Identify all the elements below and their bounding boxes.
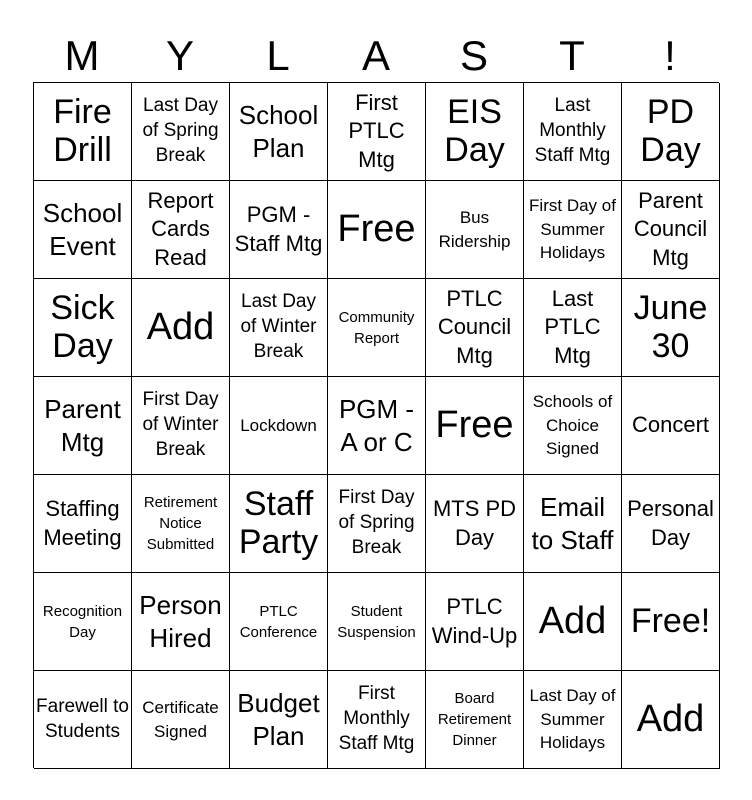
cell-label: Free xyxy=(435,403,514,446)
cell-label: PTLC Council Mtg xyxy=(437,285,512,368)
cell-label: Last Day of Summer Holidays xyxy=(529,685,616,753)
bingo-cell[interactable] xyxy=(426,573,524,671)
bingo-cell[interactable] xyxy=(34,279,132,377)
cell-label: Add xyxy=(146,305,215,348)
cell-label: Sick Day xyxy=(50,289,115,365)
bingo-cell[interactable] xyxy=(426,83,524,181)
bingo-cell[interactable] xyxy=(34,573,132,671)
add-cell[interactable] xyxy=(132,279,230,377)
bingo-cell[interactable] xyxy=(132,181,230,279)
cell-label: Personal Day xyxy=(627,495,714,550)
cell-label: Retirement Notice Submitted xyxy=(143,494,218,553)
cell-label: June 30 xyxy=(633,289,708,365)
cell-label: First Monthly Staff Mtg xyxy=(338,683,415,754)
cell-label: Staffing Meeting xyxy=(43,495,122,550)
cell-label: Board Retirement Dinner xyxy=(437,690,512,749)
bingo-cell[interactable] xyxy=(328,475,426,573)
free-space-cell[interactable] xyxy=(622,573,720,671)
cell-label: Free xyxy=(337,207,416,250)
bingo-cell[interactable] xyxy=(230,377,328,475)
bingo-cell[interactable] xyxy=(34,475,132,573)
cell-label: EIS Day xyxy=(444,93,505,169)
bingo-cell[interactable] xyxy=(622,279,720,377)
bingo-cell[interactable] xyxy=(426,181,524,279)
header-letter-a: A xyxy=(361,32,390,79)
bingo-cell[interactable] xyxy=(524,83,622,181)
bingo-cell[interactable] xyxy=(132,573,230,671)
bingo-cell[interactable] xyxy=(622,83,720,181)
bingo-cell[interactable] xyxy=(426,671,524,769)
header-letter-m: M xyxy=(64,32,100,79)
cell-label: Last PTLC Mtg xyxy=(544,285,601,368)
cell-label: Last Day of Winter Break xyxy=(240,291,317,362)
bingo-cell[interactable] xyxy=(622,181,720,279)
cell-label: PTLC Wind-Up xyxy=(431,593,518,648)
header-letter-l: L xyxy=(266,32,290,79)
bingo-cell[interactable] xyxy=(230,671,328,769)
header-letter-s: S xyxy=(459,32,488,79)
bingo-cell[interactable] xyxy=(230,181,328,279)
cell-label: Concert xyxy=(631,412,710,438)
cell-label: Recognition Day xyxy=(42,602,123,641)
cell-label: Report Cards Read xyxy=(147,187,214,270)
bingo-cell[interactable] xyxy=(230,573,328,671)
cell-label: Staff Party xyxy=(238,485,319,561)
bingo-cell[interactable] xyxy=(132,83,230,181)
cell-label: Email to Staff xyxy=(531,492,614,555)
add-cell[interactable] xyxy=(622,671,720,769)
bingo-header xyxy=(33,30,719,82)
bingo-cell[interactable] xyxy=(426,279,524,377)
cell-label: Certificate Signed xyxy=(142,697,219,741)
cell-label: Parent Council Mtg xyxy=(633,187,708,270)
bingo-cell[interactable] xyxy=(34,83,132,181)
bingo-cell[interactable] xyxy=(132,671,230,769)
bingo-cell[interactable] xyxy=(524,475,622,573)
bingo-cell[interactable] xyxy=(622,475,720,573)
cell-label: Schools of Choice Signed xyxy=(532,391,613,459)
bingo-cell[interactable] xyxy=(622,377,720,475)
cell-label: First PTLC Mtg xyxy=(348,89,405,172)
cell-label: Add xyxy=(538,599,607,642)
cell-label: Parent Mtg xyxy=(44,394,121,457)
header-letter-y: Y xyxy=(165,32,194,79)
cell-label: Last Day of Spring Break xyxy=(142,95,219,166)
bingo-cell[interactable] xyxy=(328,671,426,769)
cell-label: Free! xyxy=(630,601,711,640)
free-space-cell[interactable] xyxy=(426,377,524,475)
add-cell[interactable] xyxy=(524,573,622,671)
bingo-cell[interactable] xyxy=(230,279,328,377)
bingo-cell[interactable] xyxy=(34,377,132,475)
bingo-cell[interactable] xyxy=(524,279,622,377)
header-letter-t: T xyxy=(559,32,585,79)
header-letter-exclamation: ! xyxy=(664,32,676,79)
cell-label: MTS PD Day xyxy=(432,495,517,550)
bingo-cell[interactable] xyxy=(34,181,132,279)
bingo-cell[interactable] xyxy=(132,475,230,573)
bingo-cell[interactable] xyxy=(328,83,426,181)
cell-label: Budget Plan xyxy=(237,688,320,751)
cell-label: PGM - Staff Mtg xyxy=(234,201,323,256)
cell-label: Student Suspension xyxy=(337,602,416,641)
bingo-cell[interactable] xyxy=(524,181,622,279)
bingo-cell[interactable] xyxy=(328,573,426,671)
bingo-board xyxy=(33,82,719,768)
bingo-cell[interactable] xyxy=(230,475,328,573)
cell-label: First Day of Winter Break xyxy=(142,389,219,460)
cell-label: First Day of Summer Holidays xyxy=(529,195,616,263)
cell-label: Bus Ridership xyxy=(438,207,511,251)
bingo-cell[interactable] xyxy=(328,377,426,475)
cell-label: PGM - A or C xyxy=(338,394,415,457)
cell-label: PD Day xyxy=(640,93,701,169)
cell-label: School Plan xyxy=(238,100,319,163)
cell-label: Last Monthly Staff Mtg xyxy=(534,95,611,166)
cell-label: PTLC Conference xyxy=(239,602,318,641)
cell-label: Person Hired xyxy=(139,590,222,653)
bingo-cell[interactable] xyxy=(524,671,622,769)
cell-label: Lockdown xyxy=(240,415,317,435)
bingo-cell[interactable] xyxy=(230,83,328,181)
free-space-cell[interactable] xyxy=(328,181,426,279)
cell-label: School Event xyxy=(42,198,123,261)
cell-label: Farewell to Students xyxy=(36,695,129,742)
cell-label: Community Report xyxy=(338,308,415,347)
bingo-cell[interactable] xyxy=(34,671,132,769)
cell-label: Fire Drill xyxy=(53,93,112,169)
bingo-cell[interactable] xyxy=(524,377,622,475)
cell-label: Add xyxy=(636,697,705,740)
bingo-cell[interactable] xyxy=(132,377,230,475)
bingo-cell[interactable] xyxy=(426,475,524,573)
bingo-cell[interactable] xyxy=(328,279,426,377)
cell-label: First Day of Spring Break xyxy=(338,487,415,558)
